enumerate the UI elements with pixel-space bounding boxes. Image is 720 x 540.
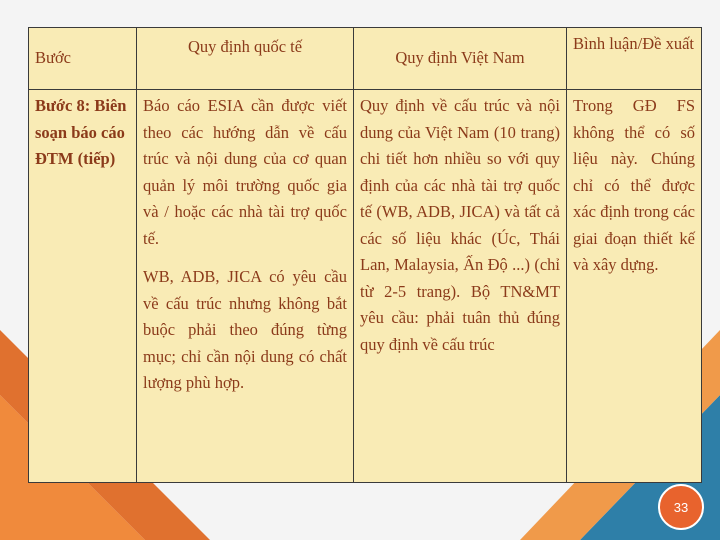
- comment-cell: Trong GĐ FS không thể có số liệu này. Chúng chỉ có thể được xác định trong các giai đoạn thiết kế và xây dựng.: [567, 90, 702, 483]
- header-comment: Bình luận/Đề xuất: [567, 28, 702, 90]
- header-step: Bước: [29, 28, 137, 90]
- header-vietnam: Quy định Việt Nam: [354, 28, 567, 90]
- page-number-badge: 33: [658, 484, 704, 530]
- international-paragraph-1: Báo cáo ESIA cần được viết theo các hướng dẫn về cấu trúc và nội dung của cơ quan quản lý môi trường quốc gia và / hoặc các nhà tài trợ quốc tế.: [143, 96, 347, 248]
- comparison-table: [28, 27, 702, 483]
- international-cell: [137, 90, 354, 483]
- vietnam-cell: Quy định về cấu trúc và nội dung của Việt Nam (10 trang) chi tiết hơn nhiều so với quy định của các nhà tài trợ quốc tế (WB, ADB, JICA) và tất cả các số liệu khác (Úc, Thái Lan, Malaysia, Ấn Độ ...) (chỉ từ 2-5 trang). Bộ TN&MT yêu cầu: phải tuân thủ đúng quy định về cấu trúc: [354, 90, 567, 483]
- table-header-row: [29, 28, 702, 90]
- header-international: Quy định quốc tế: [137, 28, 354, 90]
- international-paragraph-2: WB, ADB, JICA có yêu cầu về cấu trúc nhưng không bắt buộc phải theo đúng từng mục; chỉ cần nội dung có chất lượng phù hợp.: [143, 267, 347, 392]
- table-row: [29, 90, 702, 483]
- step-cell: Bước 8: Biên soạn báo cáo ĐTM (tiếp): [29, 90, 137, 483]
